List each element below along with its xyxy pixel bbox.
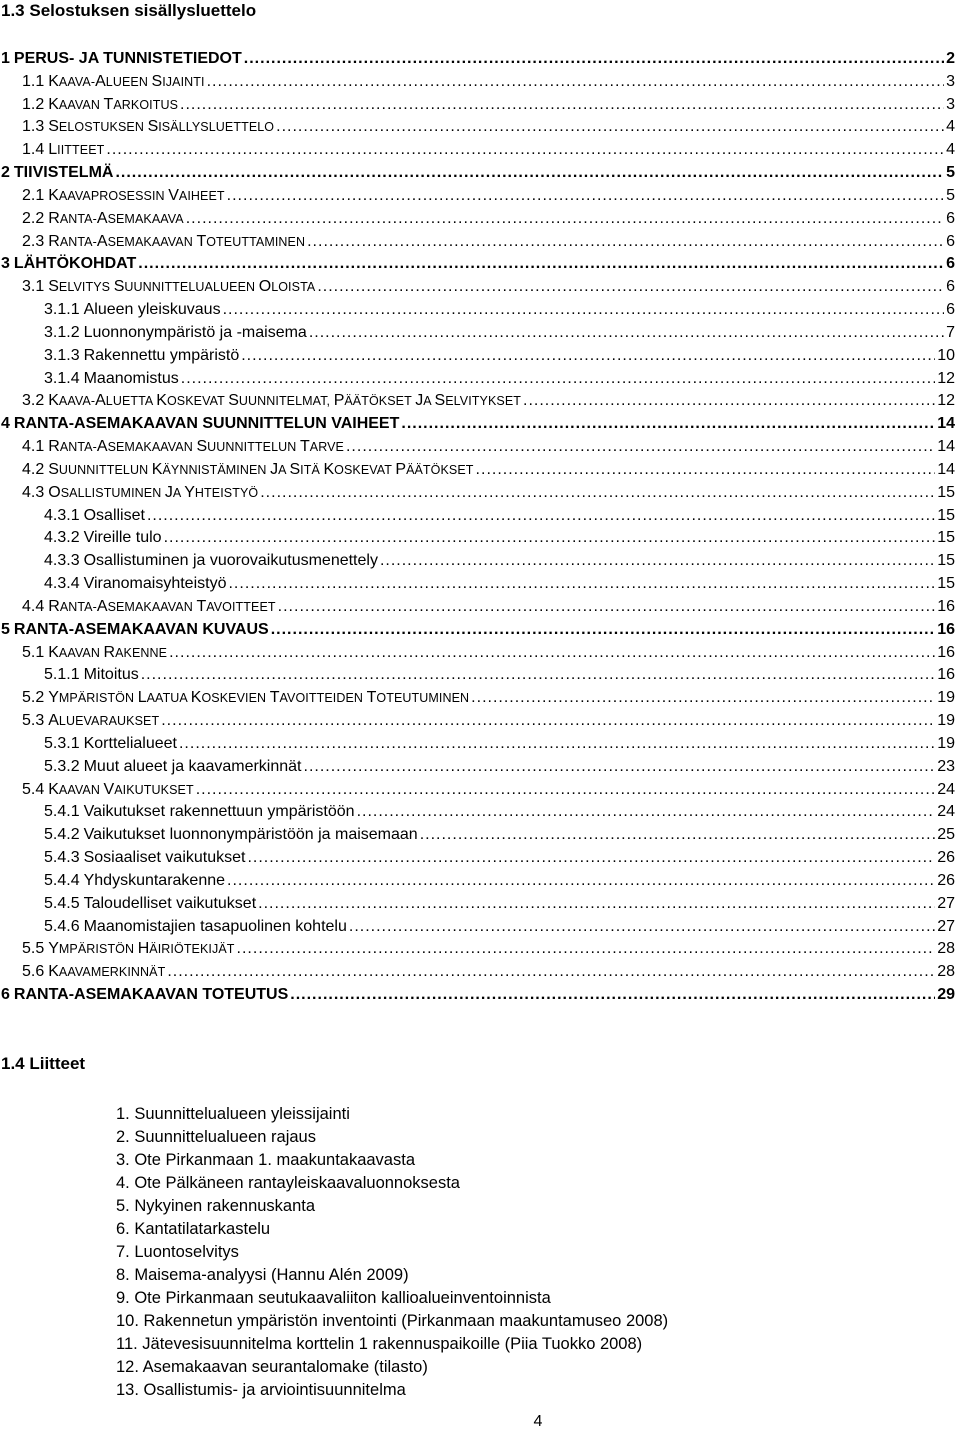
toc-title: KAAVAN VAIKUTUKSET [48,780,194,798]
toc-entry[interactable] [22,94,955,116]
toc-title: Muut alueet ja kaavamerkinnät [83,757,302,775]
toc-title: RANTA-ASEMAKAAVAN TAVOITTEET [48,597,276,615]
toc-dot-leader [106,139,944,161]
toc-entry[interactable] [22,231,955,253]
toc-title: RANTA-ASEMAKAAVAN TOTEUTTAMINEN [48,232,306,250]
attachment-item: 8. Maisema-analyysi (Hannu Alén 2009) [116,1266,409,1284]
toc-title: Vaikutukset luonnonympäristöön ja maisemaan [83,826,418,844]
toc-title: Rakennettu ympäristö [83,346,240,364]
toc-entry[interactable] [22,185,955,207]
toc-number: 2 [1,164,10,182]
toc-entry[interactable] [44,322,955,344]
toc-dot-leader [258,893,935,915]
toc-page-number: 12 [937,369,955,387]
attachment-item: 3. Ote Pirkanmaan 1. maakuntakaavasta [116,1151,415,1169]
toc-entry[interactable] [44,847,955,869]
toc-number: 4.2 [22,460,45,478]
toc-entry[interactable] [22,116,955,138]
toc-title: PERUS- JA TUNNISTETIEDOT [13,50,242,67]
toc-number: 4.3.1 [44,506,80,524]
toc-page-number: 16 [937,620,955,638]
attachment-item: 4. Ote Pälkäneen rantayleiskaavaluonnoksesta [116,1174,460,1192]
toc-title: KAAVA-ALUETTA KOSKEVAT SUUNNITELMAT, PÄÄTÖKSET JA SELVITYKSET [48,392,522,410]
toc-number: 3.1.2 [44,323,80,341]
toc-title: Mitoitus [83,666,139,684]
toc-title: RANTA-ASEMAKAAVA [48,209,184,227]
toc-page-number: 19 [937,734,955,752]
toc-page-number: 28 [937,963,955,981]
toc-dot-leader [357,801,936,823]
toc-dot-leader [290,984,935,1006]
toc-number: 4.3 [22,483,45,501]
toc-title: SUUNNITTELUN KÄYNNISTÄMINEN JA SITÄ KOSKEVAT PÄÄTÖKSET [48,460,474,478]
toc-title: RANTA-ASEMAKAAVAN TOTEUTUS [13,986,289,1004]
toc-entry[interactable] [22,596,955,618]
toc-number: 1.3 [22,118,45,136]
toc-entry[interactable] [44,299,955,321]
toc-page-number: 15 [937,529,955,547]
toc-dot-leader [271,619,935,641]
toc-number: 5.3.2 [44,757,80,775]
toc-entry[interactable] [22,642,955,664]
page-title: 1.3 Selostuksen sisällysluettelo [1,1,257,20]
toc-page-number: 15 [937,506,955,524]
toc-entry[interactable] [1,162,955,184]
attachment-item: 1. Suunnittelualueen yleissijainti [116,1105,350,1123]
toc-dot-leader [237,938,936,960]
toc-entry[interactable] [44,505,955,527]
toc-entry[interactable] [44,870,955,892]
toc-page-number: 19 [937,712,955,730]
toc-page-number: 15 [937,575,955,593]
toc-number: 5.1.1 [44,666,80,684]
toc-dot-leader [196,779,936,801]
toc-title: RANTA-ASEMAKAAVAN SUUNNITTELUN VAIHEET [13,415,400,433]
attachments-heading: 1.4 Liitteet [1,1054,86,1073]
toc-dot-leader [247,847,935,869]
toc-page-number: 29 [937,986,955,1004]
toc-dot-leader [147,505,935,527]
toc-entry[interactable] [44,756,955,778]
toc-number: 5.4 [22,780,45,798]
attachments-list [116,1103,668,1402]
toc-number: 1.4 [22,141,45,159]
toc-page-number: 6 [946,209,955,227]
toc-page-number: 6 [946,278,955,296]
toc-number: 4.1 [22,438,45,456]
toc-dot-leader [186,208,944,230]
toc-dot-leader [244,48,944,70]
toc-number: 1.2 [22,95,45,113]
toc-entry[interactable] [22,276,955,298]
toc-title: Korttelialueet [83,734,177,752]
toc-entry[interactable] [22,139,955,161]
toc-page-number: 15 [937,552,955,570]
toc-number: 3.1.4 [44,369,80,387]
toc-page-number: 3 [946,72,955,90]
toc-entry[interactable] [22,459,955,481]
toc-title: KAAVA-ALUEEN SIJAINTI [48,72,205,90]
toc-entry[interactable] [44,824,955,846]
toc-dot-leader [401,413,935,435]
toc-dot-leader [307,231,944,253]
toc-title: LIITTEET [48,141,105,159]
toc-page-number: 19 [937,689,955,707]
toc-title: RANTA-ASEMAKAAVAN SUUNNITTELUN TARVE [48,438,344,456]
toc-page-number: 28 [937,940,955,958]
toc-number: 2.1 [22,186,45,204]
toc-dot-leader [346,436,935,458]
toc-dot-leader [276,116,944,138]
toc-title: Vaikutukset rakennettuun ympäristöön [83,803,355,821]
toc-page-number: 12 [937,392,955,410]
toc-title: TIIVISTELMÄ [13,164,114,182]
toc-number: 3.1.3 [44,346,80,364]
attachment-item: 10. Rakennetun ympäristön inventointi (Pirkanmaan maakuntamuseo 2008) [116,1312,669,1330]
toc-number: 4.3.3 [44,552,80,570]
toc-page-number: 16 [937,666,955,684]
toc-entry[interactable] [44,573,955,595]
toc-title: Yhdyskuntarakenne [83,871,226,889]
toc-page-number: 10 [937,346,955,364]
toc-entry[interactable] [44,801,955,823]
toc-entry[interactable] [44,527,955,549]
toc-number: 6 [1,986,10,1004]
toc-page-number: 15 [937,483,955,501]
toc-title: OSALLISTUMINEN JA YHTEISTYÖ [48,483,259,501]
toc-number: 3.1.1 [44,301,80,319]
attachment-item: 5. Nykyinen rakennuskanta [116,1197,316,1215]
toc-dot-leader [141,664,935,686]
toc-page-number: 24 [937,803,955,821]
toc-title: Taloudelliset vaikutukset [83,894,257,912]
toc-page-number: 26 [937,871,955,889]
toc-entry[interactable] [22,938,955,960]
toc-number: 1.1 [22,72,45,90]
toc-entry[interactable] [1,619,955,641]
toc-entry[interactable] [44,664,955,686]
toc-number: 1 [1,50,10,67]
toc-entry[interactable] [1,984,955,1006]
toc-entry[interactable] [22,710,955,732]
page-number: 4 [533,1413,543,1430]
toc-number: 5.4.2 [44,826,80,844]
toc-title: Vireille tulo [83,529,162,547]
toc-page-number: 4 [946,118,955,136]
toc-number: 5.3 [22,712,45,730]
toc-page-number: 24 [937,780,955,798]
toc-page-number: 6 [946,301,955,319]
toc-page-number: 5 [946,164,955,182]
toc-page-number: 2 [946,50,955,67]
toc-number: 5.6 [22,963,45,981]
toc-title: Sosiaaliset vaikutukset [83,849,246,867]
toc-page-number: 14 [937,460,955,478]
attachment-item: 7. Luontoselvitys [116,1243,239,1261]
toc-dot-leader [164,527,936,549]
attachment-item: 13. Osallistumis- ja arviointisuunnitelma [116,1381,406,1399]
toc-entry[interactable] [1,413,955,435]
toc-title: RANTA-ASEMAKAAVAN KUVAUS [13,620,269,638]
toc-entry[interactable] [44,345,955,367]
toc-title: Osalliset [83,506,145,524]
toc-dot-leader [180,94,944,116]
toc-page-number: 7 [946,323,955,341]
toc-dot-leader [523,390,935,412]
toc-title: SELOSTUKSEN SISÄLLYSLUETTELO [48,118,275,136]
toc-dot-leader [207,71,945,93]
toc-number: 3 [1,255,10,273]
toc-dot-leader [223,299,945,321]
toc-number: 3.1 [22,278,45,296]
toc-page-number: 27 [937,917,955,935]
toc-page-number: 6 [946,255,955,273]
toc-entry[interactable] [22,482,955,504]
toc-entry[interactable] [22,779,955,801]
toc-entry[interactable] [22,390,955,412]
attachment-item: 11. Jätevesisuunnitelma korttelin 1 rakennuspaikoille (Piia Tuokko 2008) [116,1335,643,1353]
toc-entry[interactable] [44,368,955,390]
toc-title: SELVITYS SUUNNITTELUALUEEN OLOISTA [48,278,316,296]
toc-entry[interactable] [44,733,955,755]
toc-title: ALUEVARAUKSET [48,712,160,730]
toc-number: 3.2 [22,392,45,410]
toc-number: 5.1 [22,643,45,661]
toc-number: 5.4.4 [44,871,80,889]
toc-dot-leader [309,322,944,344]
toc-number: 5.5 [22,940,45,958]
toc-number: 5.4.3 [44,849,80,867]
toc-dot-leader [349,916,935,938]
toc-number: 5.2 [22,689,45,707]
toc-title: Alueen yleiskuvaus [83,301,221,319]
toc-number: 2.3 [22,232,45,250]
toc-number: 2.2 [22,209,45,227]
toc-dot-leader [138,253,944,275]
toc-number: 5.3.1 [44,734,80,752]
toc-dot-leader [380,550,935,572]
toc-title: YMPÄRISTÖN HÄIRIÖTEKIJÄT [48,940,235,958]
toc-dot-leader [304,756,936,778]
toc-dot-leader [167,961,935,983]
toc-page-number: 14 [937,415,955,433]
toc-entry[interactable] [22,208,955,230]
toc-page-number: 5 [946,186,955,204]
toc-number: 5.4.5 [44,894,80,912]
toc-page-number: 23 [937,757,955,775]
attachment-item: 2. Suunnittelualueen rajaus [116,1128,316,1146]
attachment-item: 6. Kantatilatarkastelu [116,1220,271,1238]
toc-title: Maanomistajien tasapuolinen kohtelu [83,917,347,935]
toc-dot-leader [260,482,935,504]
toc-dot-leader [278,596,936,618]
toc-title: Luonnonympäristö ja -maisema [83,323,307,341]
toc-dot-leader [420,824,936,846]
toc-dot-leader [471,687,935,709]
toc-page-number: 4 [946,141,955,159]
toc-page-number: 26 [937,849,955,867]
attachment-item: 9. Ote Pirkanmaan seutukaavaliiton kallioalueinventoinnista [116,1289,551,1307]
toc-dot-leader [181,368,935,390]
toc-entry[interactable] [44,550,955,572]
toc-title: KAAVAN TARKOITUS [48,95,179,113]
toc-number: 4.4 [22,597,45,615]
toc-dot-leader [317,276,944,298]
toc-number: 5.4.1 [44,803,80,821]
toc-dot-leader [169,642,935,664]
toc-dot-leader [228,573,935,595]
toc-entry[interactable] [22,687,955,709]
toc-number: 4.3.2 [44,529,80,547]
toc-number: 4.3.4 [44,575,80,593]
toc-page-number: 14 [937,438,955,456]
toc-entry[interactable] [1,253,955,275]
toc-title: Maanomistus [83,369,179,387]
attachment-item: 12. Asemakaavan seurantalomake (tilasto) [116,1358,428,1376]
toc-title: KAAVAMERKINNÄT [48,963,166,981]
toc-entry[interactable] [44,916,955,938]
toc-entry[interactable] [22,71,955,93]
toc-dot-leader [227,870,935,892]
toc-dot-leader [115,162,944,184]
toc-entry[interactable] [22,961,955,983]
toc-page-number: 3 [946,95,955,113]
toc-page-number: 16 [937,643,955,661]
toc-page-number: 27 [937,894,955,912]
toc-dot-leader [179,733,935,755]
toc-number: 5.4.6 [44,917,80,935]
toc-number: 4 [1,415,10,433]
toc-page-number: 25 [937,826,955,844]
toc-dot-leader [241,345,935,367]
toc-title: LÄHTÖKOHDAT [13,255,137,273]
toc-number: 5 [1,620,10,638]
toc-title: YMPÄRISTÖN LAATUA KOSKEVIEN TAVOITTEIDEN TOTEUTUMINEN [48,689,470,707]
toc-page-number: 16 [937,597,955,615]
toc-entry[interactable] [1,48,955,70]
toc-title: Viranomaisyhteistyö [83,575,227,593]
toc-dot-leader [476,459,936,481]
toc-dot-leader [161,710,935,732]
toc-page-number: 6 [946,232,955,250]
toc-entry[interactable] [22,436,955,458]
toc-title: KAAVAN RAKENNE [48,643,168,661]
toc-dot-leader [227,185,944,207]
toc-title: Osallistuminen ja vuorovaikutusmenettely [83,552,378,570]
toc-title: KAAVAPROSESSIN VAIHEET [48,186,225,204]
toc-entry[interactable] [44,893,955,915]
